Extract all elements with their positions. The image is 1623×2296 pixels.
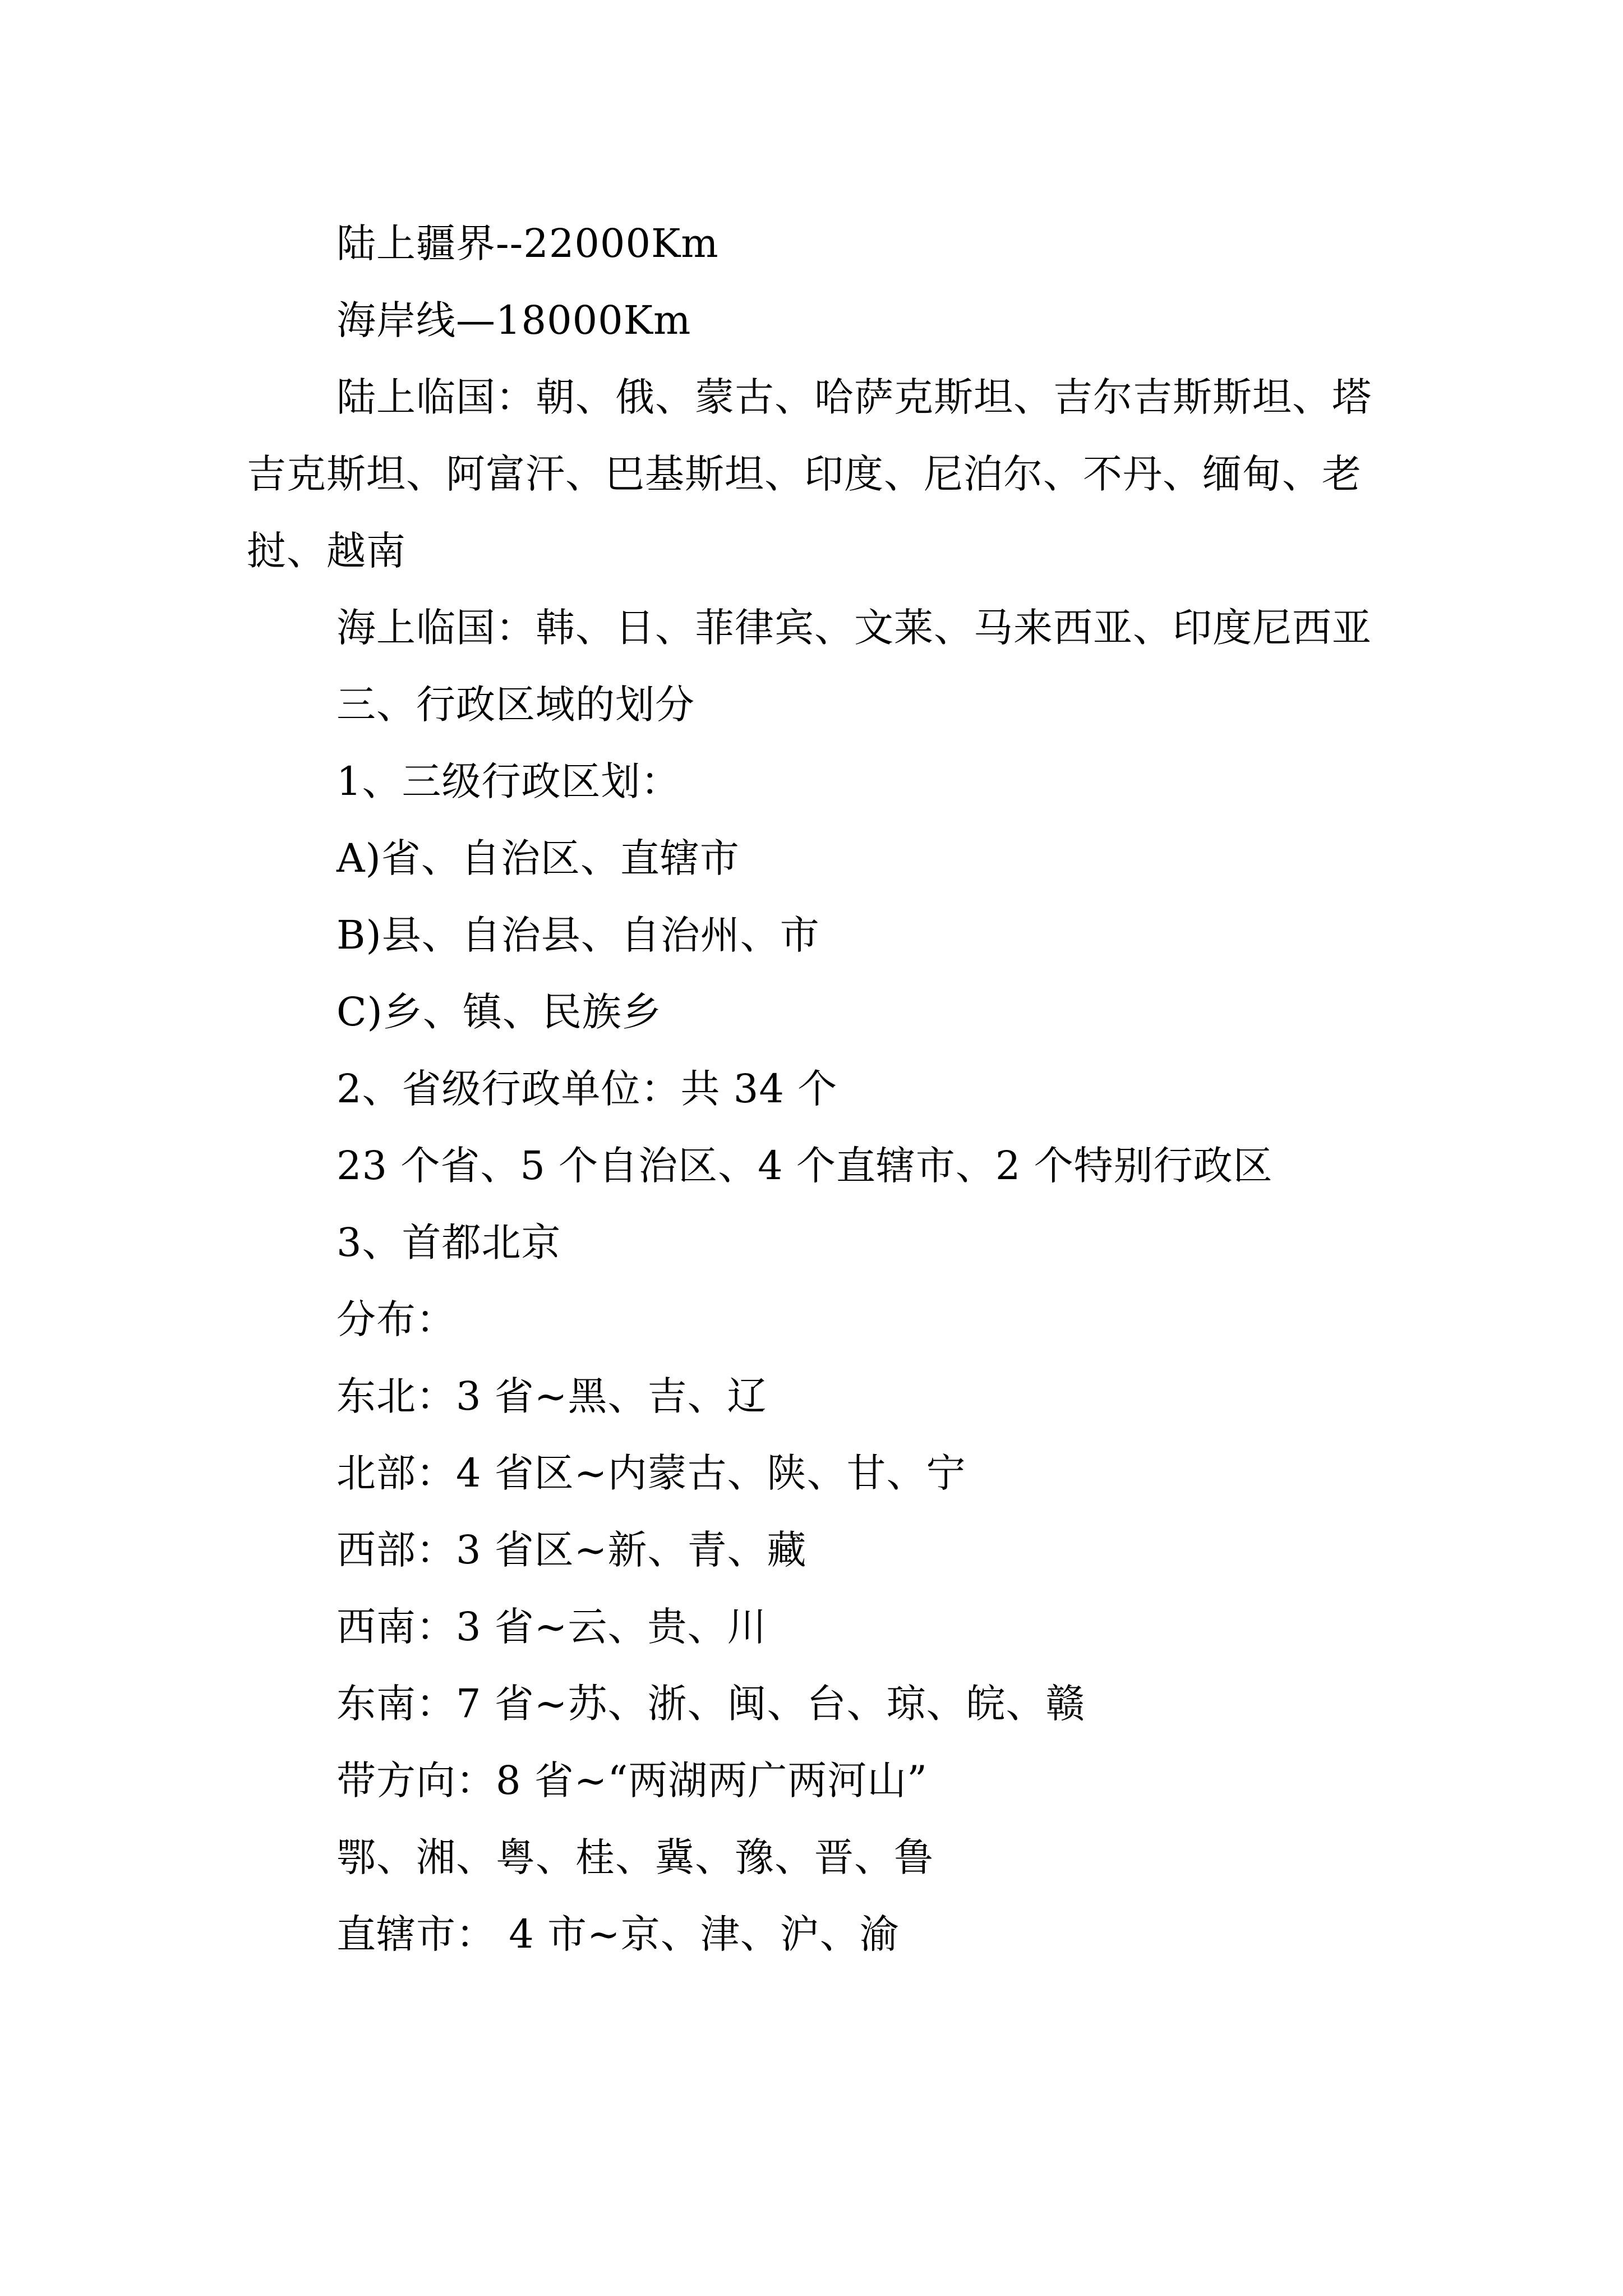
subheading-capital: 3、首都北京	[336, 1220, 561, 1266]
list-item-c: C)乡、镇、民族乡	[336, 989, 662, 1035]
list-item-b: B)县、自治县、自治州、市	[336, 912, 820, 958]
land-border-line: 陆上疆界--22000Km	[336, 220, 719, 266]
distribution-northeast: 东北：3 省~黑、吉、辽	[336, 1373, 767, 1419]
directional-provinces: 鄂、湘、粤、桂、冀、豫、晋、鲁	[336, 1834, 934, 1880]
distribution-southwest: 西南：3 省~云、贵、川	[336, 1604, 767, 1650]
distribution-label: 分布：	[336, 1296, 456, 1342]
section-heading-admin-division: 三、行政区域的划分	[336, 682, 695, 728]
land-neighbors-paragraph: 陆上临国：朝、俄、蒙古、哈萨克斯坦、吉尔吉斯斯坦、塔吉克斯坦、阿富汗、巴基斯坦、印度、尼泊尔、不丹、缅甸、老挝、越南	[247, 374, 1372, 574]
list-item-a: A)省、自治区、直辖市	[336, 835, 740, 881]
coastline-line: 海岸线—18000Km	[336, 297, 691, 343]
document-body	[247, 205, 1385, 1973]
distribution-north: 北部：4 省区~内蒙古、陕、甘、宁	[336, 1450, 966, 1496]
distribution-southeast: 东南：7 省~苏、浙、闽、台、琼、皖、赣	[336, 1681, 1086, 1727]
subheading-three-levels: 1、三级行政区划：	[336, 758, 681, 804]
sea-neighbors-paragraph: 海上临国：韩、日、菲律宾、文莱、马来西亚、印度尼西亚	[336, 605, 1372, 651]
distribution-directional: 带方向：8 省~“两湖两广两河山”	[336, 1757, 928, 1803]
distribution-west: 西部：3 省区~新、青、藏	[336, 1527, 807, 1573]
distribution-municipalities: 直辖市： 4 市~京、津、沪、渝	[336, 1911, 900, 1957]
subheading-provincial-units: 2、省级行政单位：共 34 个	[336, 1066, 838, 1112]
provincial-units-breakdown: 23 个省、5 个自治区、4 个直辖市、2 个特别行政区	[336, 1143, 1273, 1189]
